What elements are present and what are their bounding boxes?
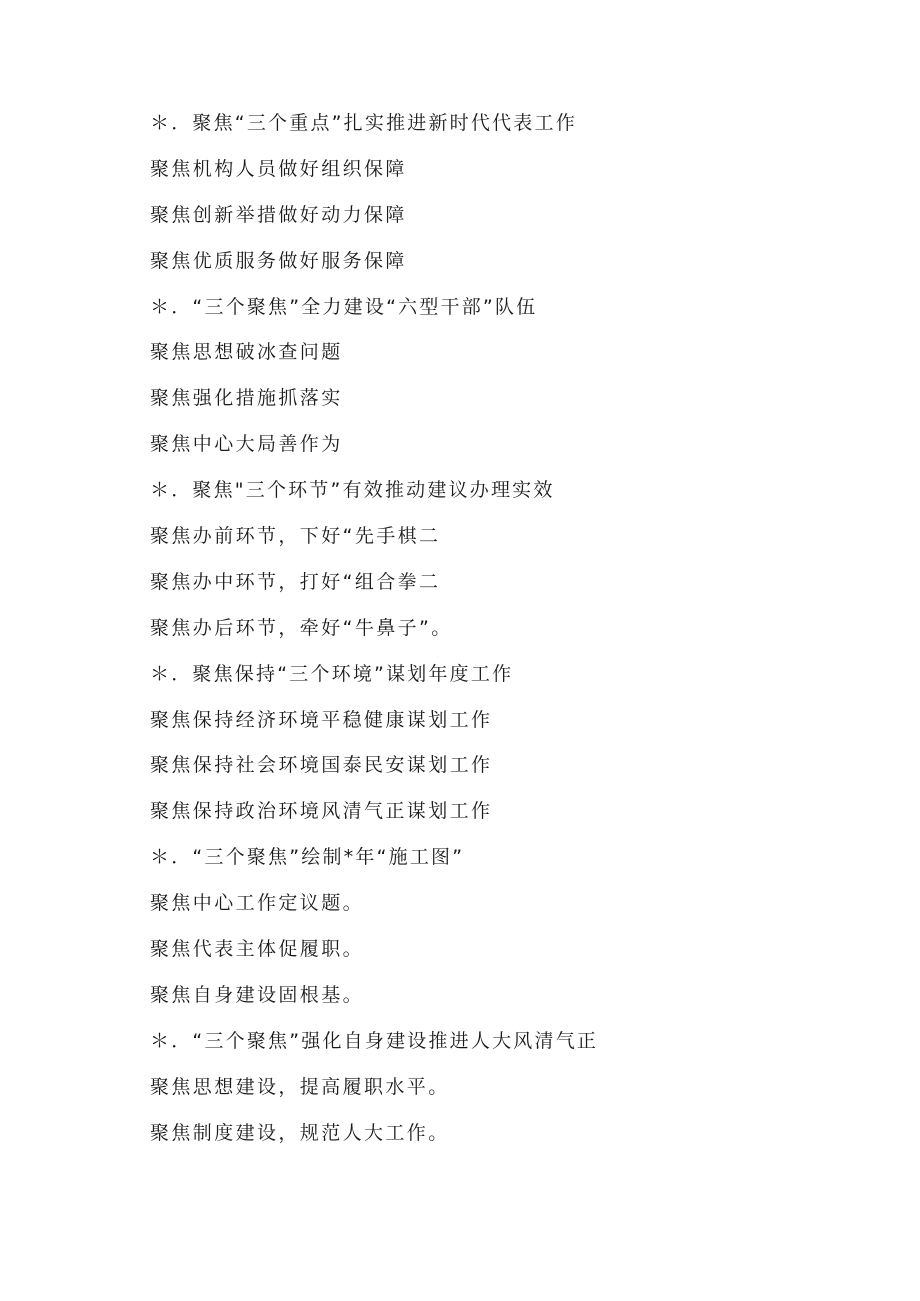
section-heading-3: ＊．聚焦"三个环节”有效推动建议办理实效 [150,479,555,502]
list-item: 聚焦思想破冰查问题 [150,341,343,364]
list-item: 聚焦制度建设，规范人大工作。 [150,1121,450,1144]
list-item: 聚焦思想建设，提高履职水平。 [150,1075,450,1098]
list-item: 聚焦保持经济环境平稳健康谋划工作 [150,708,493,731]
list-item: 聚焦创新举措做好动力保障 [150,203,407,226]
list-item: 聚焦代表主体促履职。 [150,938,365,961]
list-item: 聚焦优质服务做好服务保障 [150,249,407,272]
list-item: 聚焦办后环节，牵好“牛鼻子”。 [150,616,453,639]
list-item: 聚焦保持政治环境风清气正谋划工作 [150,800,493,823]
list-item: 聚焦保持社会环境国泰民安谋划工作 [150,754,493,777]
section-heading-4: ＊．聚焦保持“三个环境”谋划年度工作 [150,662,514,685]
list-item: 聚焦办前环节，下好“先手棋二 [150,525,441,548]
list-item: 聚焦机构人员做好组织保障 [150,157,407,180]
section-heading-6: ＊．“三个聚焦”强化自身建设推进人大风清气正 [150,1029,599,1052]
list-item: 聚焦自身建设固根基。 [150,983,365,1006]
section-heading-5: ＊．“三个聚焦”绘制*年“施工图” [150,846,465,869]
list-item: 聚焦中心工作定议题。 [150,892,365,915]
list-item: 聚焦中心大局善作为 [150,433,343,456]
section-heading-2: ＊．“三个聚焦”全力建设“六型干部”队伍 [150,295,538,318]
document-body [150,104,850,1159]
list-item: 聚焦办中环节，打好“组合拳二 [150,570,441,593]
section-heading-1: ＊．聚焦“三个重点”扎实推进新时代代表工作 [150,112,577,134]
list-item: 聚焦强化措施抓落实 [150,387,343,410]
